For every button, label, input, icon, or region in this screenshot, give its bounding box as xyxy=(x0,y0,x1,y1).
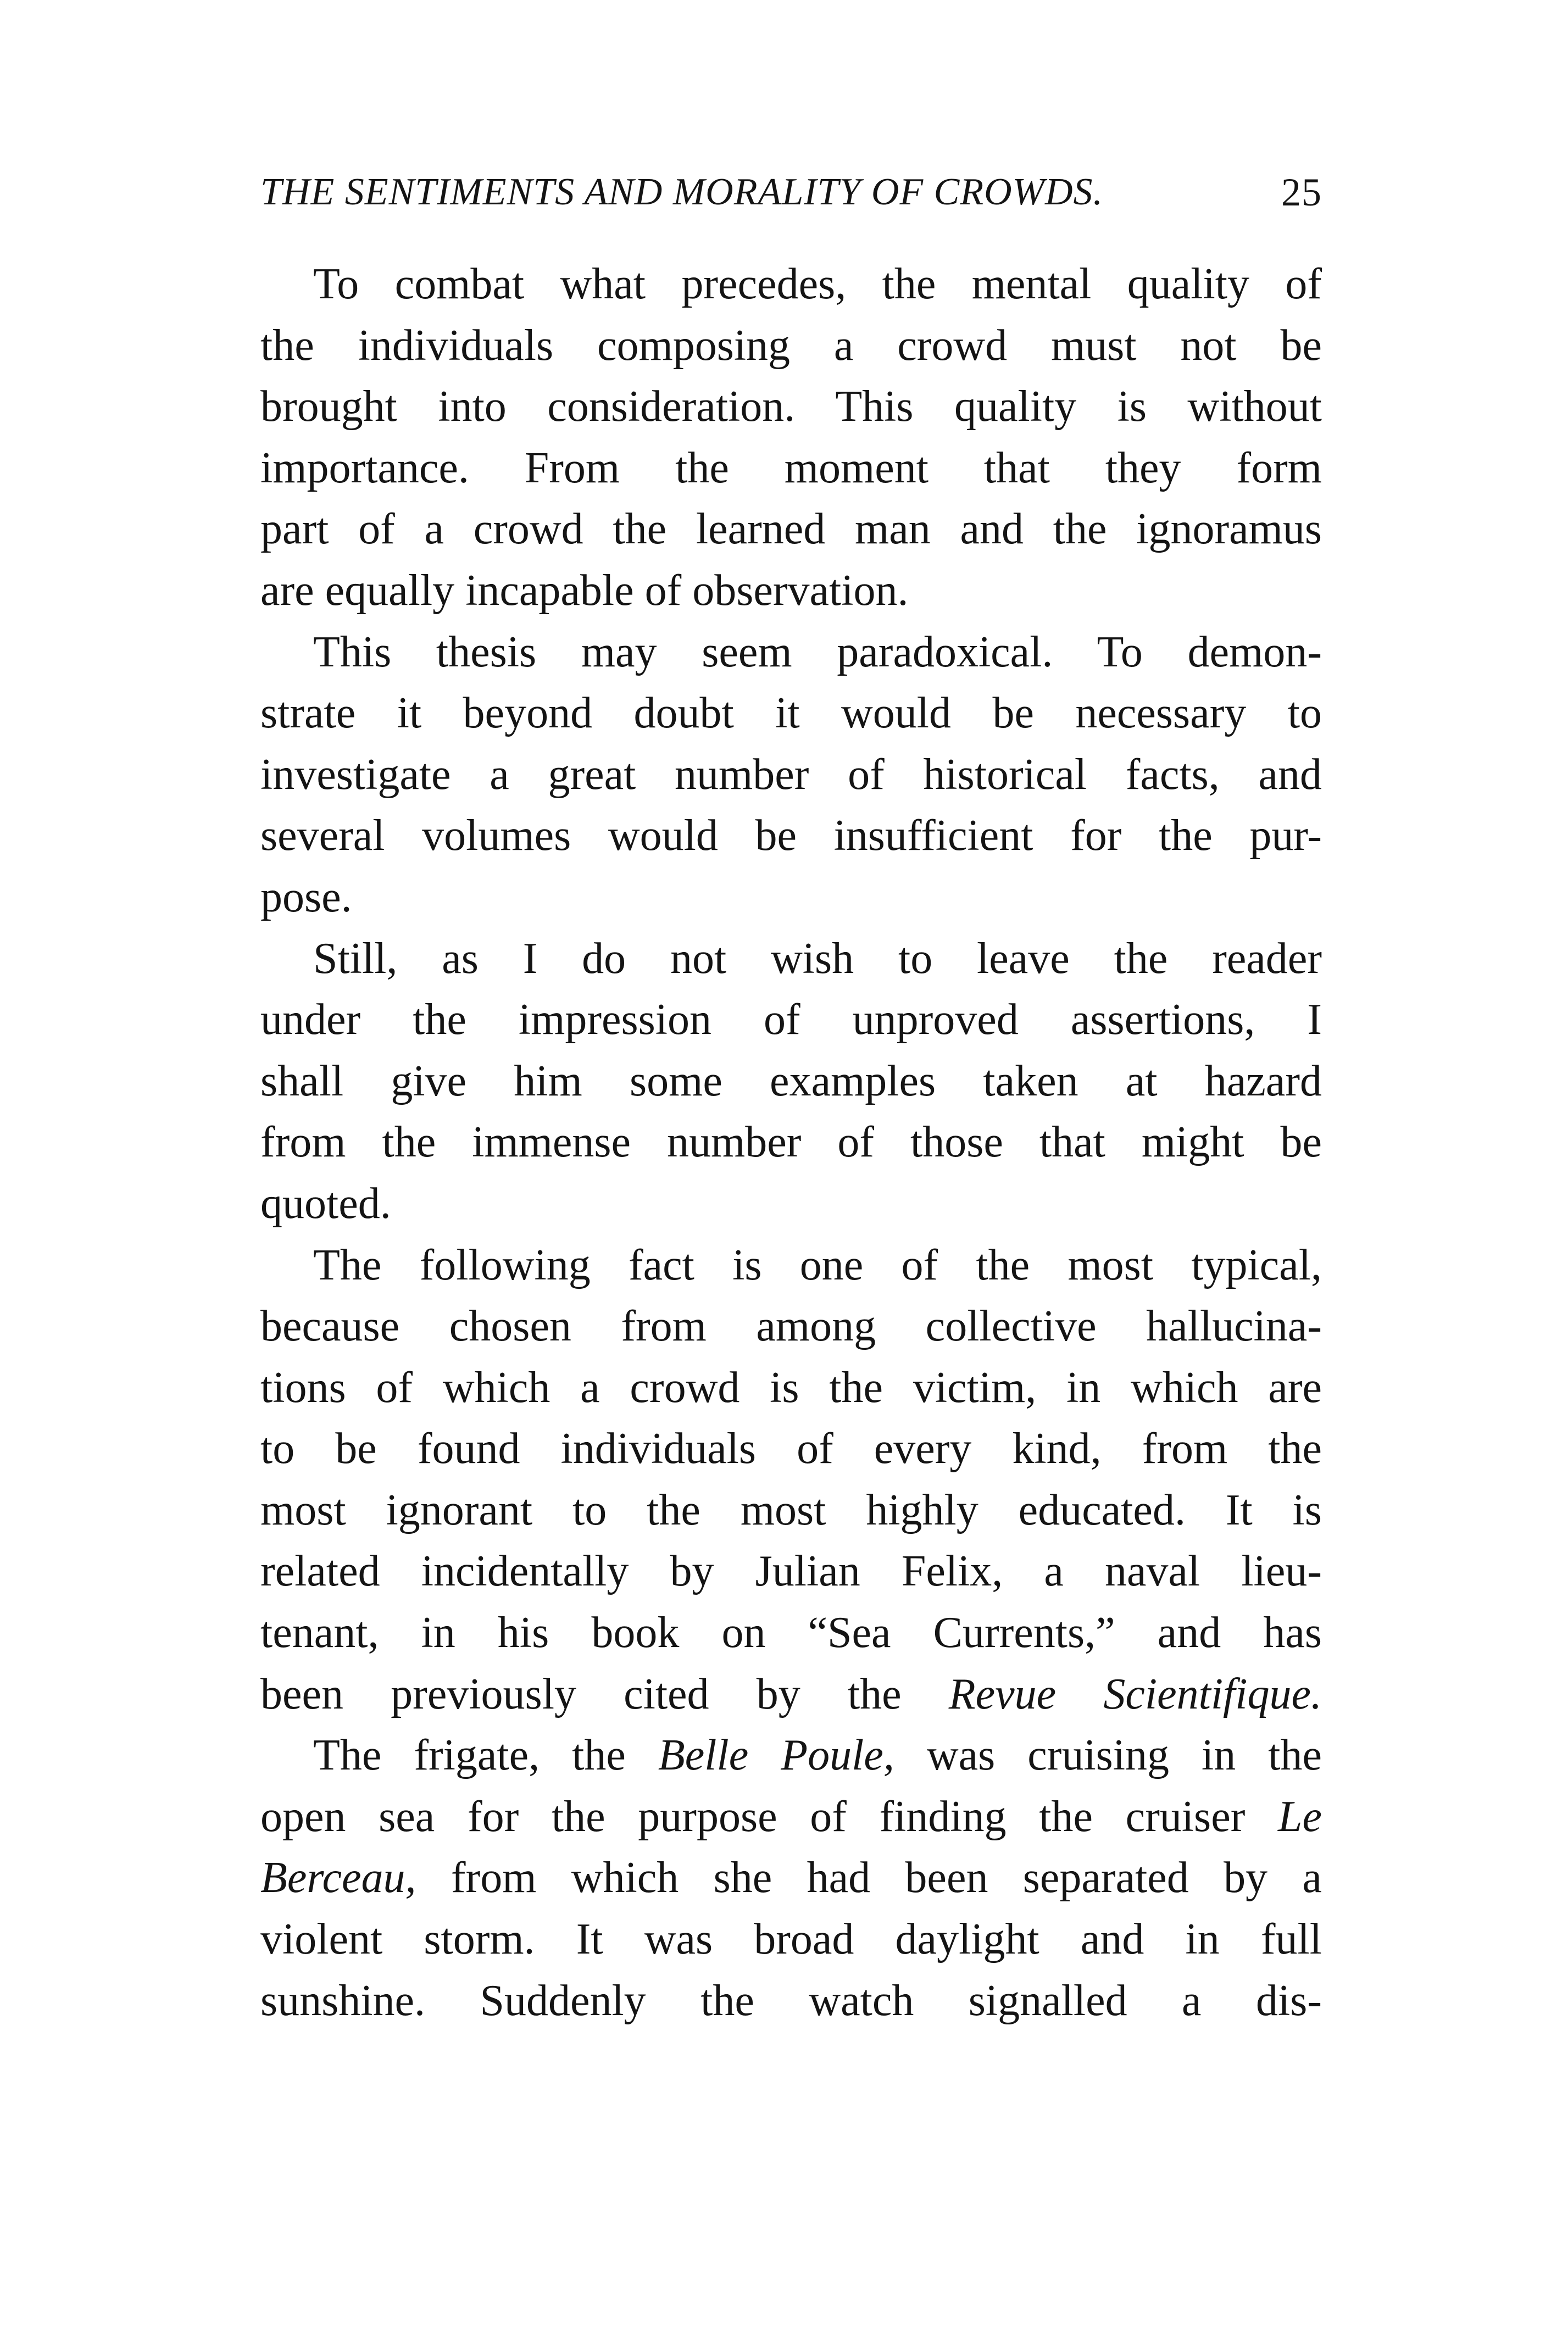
text-line: related incidentally by Julian Felix, a naval lieu- xyxy=(260,1547,1322,1596)
text-line: open sea for the purpose of finding the cruiser Le xyxy=(260,1792,1322,1841)
text-line: the individuals composing a crowd must not be xyxy=(260,321,1322,370)
text-line: Still, as I do not wish to leave the reader xyxy=(313,934,1322,983)
text-line: sunshine. Suddenly the watch signalled a dis- xyxy=(260,1976,1322,2025)
text-line: To combat what precedes, the mental quality of xyxy=(313,260,1322,308)
text-line: violent storm. It was broad daylight and in full xyxy=(260,1915,1322,1964)
italic-ship-name: Belle Poule, xyxy=(658,1731,894,1780)
text-line: because chosen from among collective hallucina- xyxy=(260,1302,1322,1351)
running-title: THE SENTIMENTS AND MORALITY OF CROWDS. xyxy=(260,171,1104,213)
page-number: 25 xyxy=(1281,170,1322,214)
text-line: to be found individuals of every kind, from the xyxy=(260,1425,1322,1473)
text-line: shall give him some examples taken at hazard xyxy=(260,1056,1322,1105)
text-line: several volumes would be insufficient for the pur- xyxy=(260,811,1322,860)
text-line: quoted. xyxy=(260,1179,391,1228)
running-head xyxy=(260,159,1322,225)
text-line: importance. From the moment that they form xyxy=(260,443,1322,492)
text-line: pose. xyxy=(260,872,352,921)
text-line: investigate a great number of historical facts, and xyxy=(260,750,1322,799)
text-line: are equally incapable of observation. xyxy=(260,566,909,615)
text-line: This thesis may seem paradoxical. To demon- xyxy=(313,627,1322,676)
text-line: most ignorant to the most highly educated. It is xyxy=(260,1485,1322,1534)
text-line: tions of which a crowd is the victim, in which are xyxy=(260,1363,1322,1412)
text-line: under the impression of unproved assertions, I xyxy=(260,995,1322,1044)
text-line: from the immense number of those that might be xyxy=(260,1118,1322,1167)
text-line: part of a crowd the learned man and the ignoramus xyxy=(260,505,1322,554)
text-line: brought into consideration. This quality is without xyxy=(260,382,1322,431)
body-text xyxy=(260,254,1322,2032)
italic-ship-name: Berceau, xyxy=(260,1854,416,1902)
text-line: tenant, in his book on “Sea Currents,” and has xyxy=(260,1609,1322,1657)
text-line: strate it beyond doubt it would be necessary to xyxy=(260,689,1322,738)
italic-title: Revue Scientifique. xyxy=(948,1670,1322,1718)
text-line: been previously cited by the Revue Scientifique. xyxy=(260,1670,1322,1718)
italic-ship-name: Le xyxy=(1278,1792,1322,1841)
text-line: The following fact is one of the most typical, xyxy=(313,1240,1322,1289)
text-line: The frigate, the Belle Poule, was cruising in the xyxy=(313,1731,1322,1780)
text-line: Berceau, from which she had been separated by a xyxy=(260,1854,1322,1902)
